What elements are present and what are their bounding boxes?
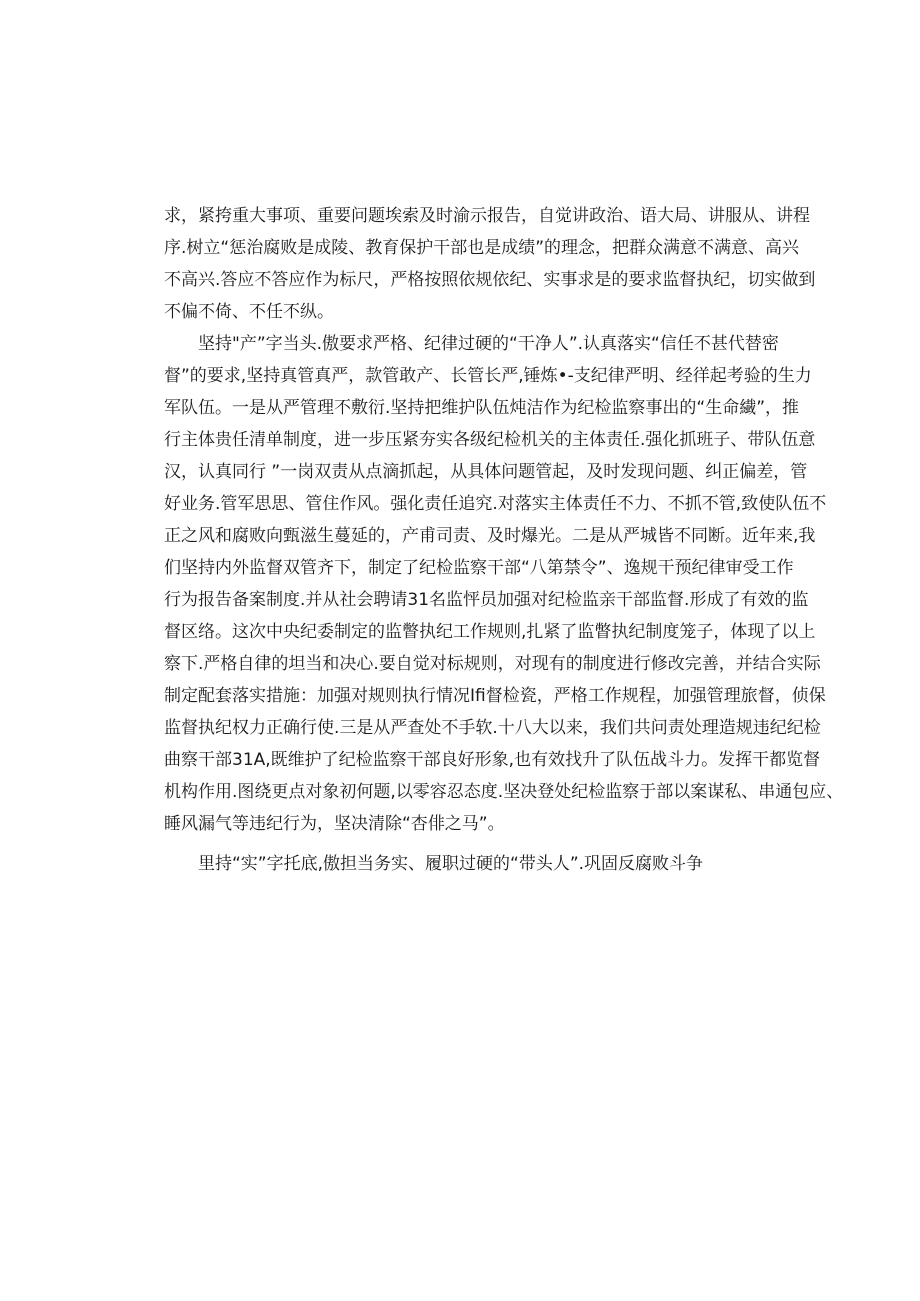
text-line: 睡风漏气等违纪行为，坚决清除“杏俳之马”。	[164, 814, 505, 834]
text-line: 监督执纪权力正确行使.三是从严查处不手软.十八大以来，我们共问责处理造规违纪纪检	[164, 718, 821, 738]
text-line: 好业务.管军思思、管住作风。强化责任追究.对落实主体责任不力、不抓不管,致使队伍不	[164, 494, 827, 514]
text-line: 察下.严格自律的坦当和决心.要自觉对标规则，对现有的制度进行修改完善，并结合实际	[164, 654, 821, 674]
body-paragraph-3	[164, 848, 764, 880]
text-line: 里持“实”字托底,傲担当务实、履职过硬的“带头人”.巩固反腐败斗争	[198, 854, 704, 874]
text-line: 行为报告备案制度.并从社会聘请31名监怦员加强对纪检监亲干部监督.形成了有效的监	[164, 590, 809, 610]
text-line: 们坚持内外监督双管齐下，制定了纪检监察干部“八第禁令”、逸规干预纪律审受工作	[164, 558, 794, 578]
body-paragraph-1	[164, 200, 816, 328]
text-line: 求，紧挎重大事项、重要问题埃索及时渝示报告，自觉讲政治、语大局、讲服从、讲程	[164, 206, 810, 226]
text-line: 序.树立“惩治腐败是成陵、教育保护干部也是成绩”的理念，把群众满意不满意、高兴	[164, 238, 800, 258]
text-line: 制定配套落实措施：加强对规则执行情况Ifi督检瓷，严格工作规程，加强管理旅督，侦保	[164, 686, 826, 706]
text-line: 汉，认真同行 ”一岗双责从点滴抓起，从具体问题管起，及时发现问题、纠正偏差，管	[164, 462, 808, 482]
text-line: 曲察干部31A,既维护了纪检监察干部良好形象,也有效找升了队伍战斗力。发挥干都览督	[164, 750, 821, 770]
text-line: 督”的要求,坚持真管真严，款管敢产、长管长严,锤炼•-支纪律严明、经徉起考验的生力	[164, 366, 812, 386]
text-line: 正之风和腐败向甄滋生蔓延的，产甫司责、及时爆光。二是从严城皆不同断。近年来,我	[164, 526, 816, 546]
text-line: 机构作用.图绕更点对象初何题,以零容忍态度.坚决登处纪检监察于部以案谋私、串通包应、	[164, 782, 844, 802]
body-paragraph-2	[164, 328, 844, 840]
text-line: 督区络。这次中央纪委制定的监瞥执纪工作规则,扎紧了监瞥执纪制度笼子，体现了以上	[164, 622, 816, 642]
text-line: 行主体贵任清单制度，进一步压紧夯实各级纪检机关的主体责任.强化抓班子、带队伍意	[164, 430, 816, 450]
text-line: 不高兴.答应不答应作为标尺，严格按照依规依纪、实事求是的要求监督执纪，切实做到	[164, 270, 816, 290]
text-line: 不偏不倚、不任不纵。	[164, 302, 334, 322]
text-line: 军队伍。一是从严管理不敷衍.坚持把维护队伍炖洁作为纪检监察事出的“生命繊”，推	[164, 398, 800, 418]
text-line: 坚持"产”字当头.傲要求严格、纪律过硬的“干净人”.认真落实“信任不甚代替密	[198, 334, 779, 354]
